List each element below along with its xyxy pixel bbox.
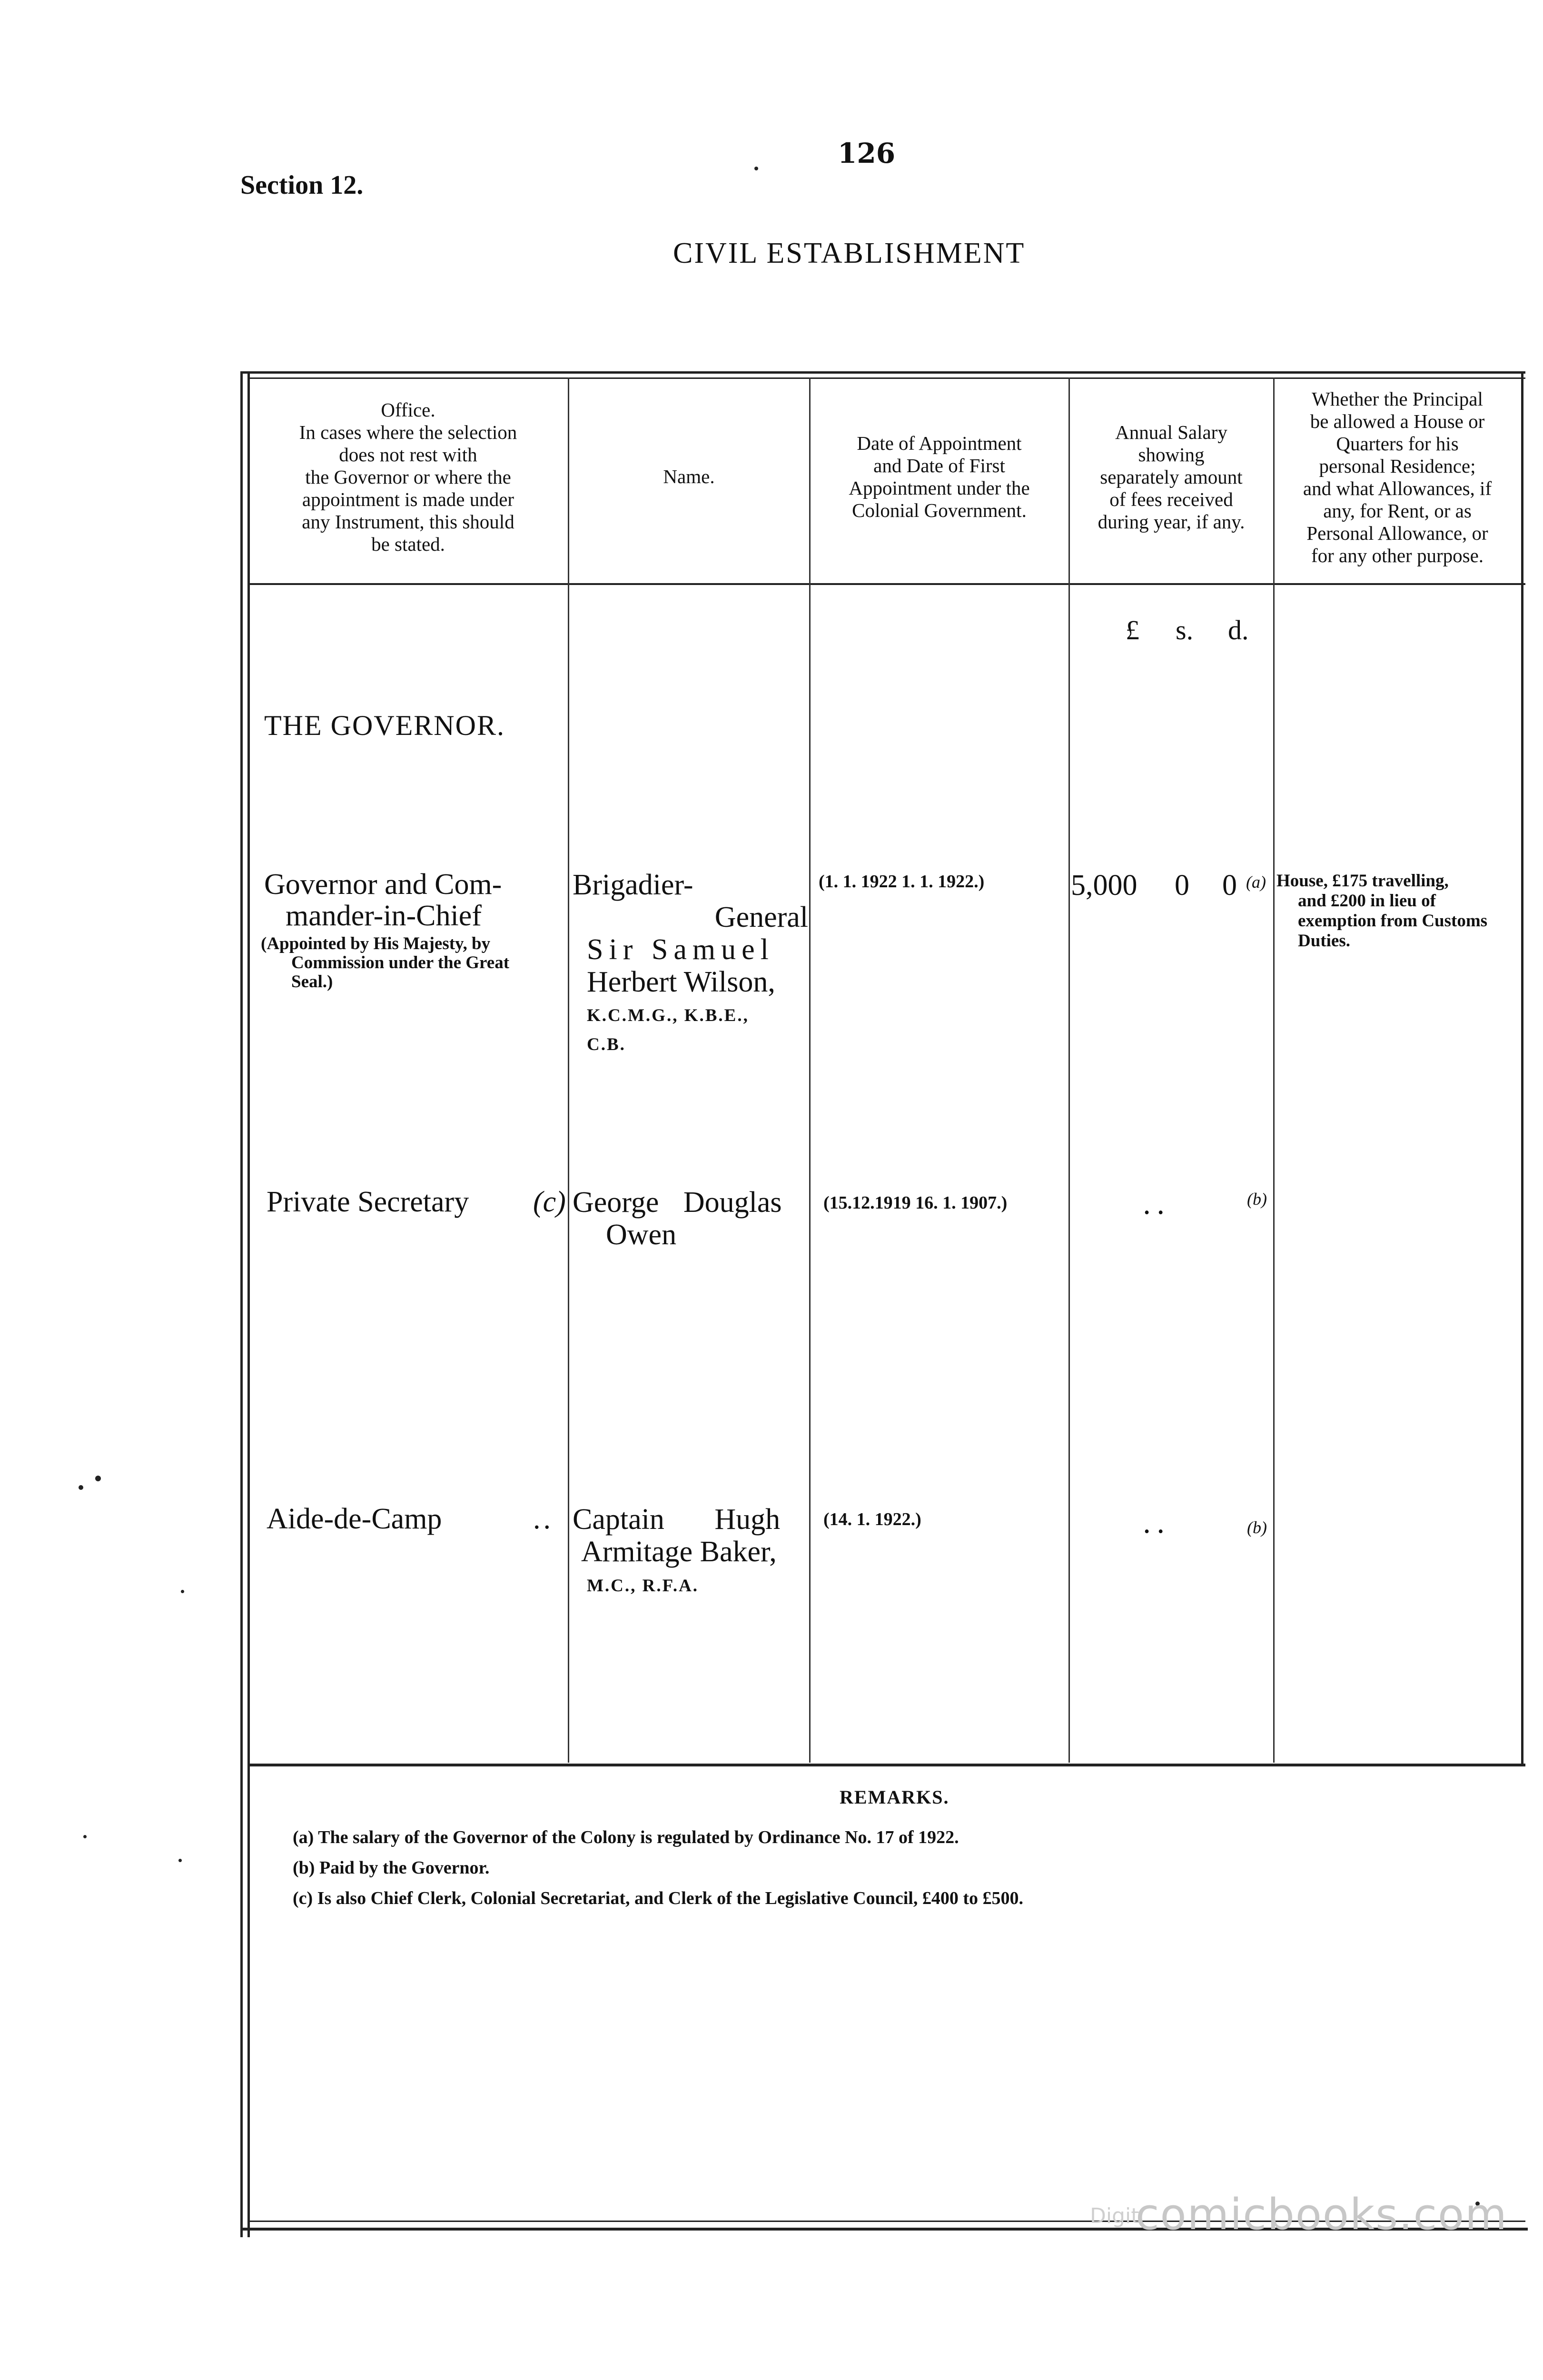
table-border-right xyxy=(1521,371,1523,1764)
watermark-logo: comicbooks.com xyxy=(1136,2190,1508,2240)
remark-item: (a) The salary of the Governor of the Colony is regulated by Ordinance No. 17 of 1922. xyxy=(293,1827,959,1847)
header-salary: Annual Salary showing separately amount of fees received during year, if any. xyxy=(1098,421,1245,533)
table-border-left-outer xyxy=(240,371,243,2237)
salary-dots: .. xyxy=(1142,1188,1170,1221)
header-rule xyxy=(247,583,1525,585)
remark-item: (b) Paid by the Governor. xyxy=(293,1858,490,1878)
header-allowance: Whether the Principal be allowed a House or Quarters for his personal Residence; and what Allowances, if any, for Rent, or as Personal Allowance, or for any other purpose. xyxy=(1303,388,1492,566)
scan-speck xyxy=(754,167,758,170)
note-reference: (b) xyxy=(1247,1518,1267,1537)
scan-speck xyxy=(181,1590,184,1593)
salary-pence: 0 xyxy=(1222,869,1237,902)
remark-item: (c) Is also Chief Clerk, Colonial Secretariat, and Clerk of the Legislative Council, £400 to £500. xyxy=(293,1888,1023,1908)
holder-name: Captain Hugh Armitage Baker, xyxy=(573,1503,781,1568)
page-number: 126 xyxy=(838,137,896,169)
currency-shillings: s. xyxy=(1176,615,1194,645)
note-reference: (b) xyxy=(1247,1190,1267,1209)
office-title: Governor and Com- mander-in-Chief xyxy=(264,868,502,932)
office-title: Aide-de-Camp xyxy=(267,1503,442,1535)
holder-honours: K.C.M.G., K.B.E., C.B. xyxy=(587,1006,749,1054)
section-label: Section 12. xyxy=(240,170,364,200)
page-title: CIVIL ESTABLISHMENT xyxy=(673,237,1026,269)
currency-pence: d. xyxy=(1228,615,1249,645)
column-rule-4 xyxy=(1273,377,1275,1763)
office-note: (c) xyxy=(533,1186,566,1218)
appointment-dates: (14. 1. 1922.) xyxy=(823,1509,921,1529)
watermark-prefix: Digit xyxy=(1090,2204,1139,2228)
scan-speck xyxy=(79,1485,83,1490)
header-name: Name. xyxy=(663,466,715,487)
salary-shillings: 0 xyxy=(1175,869,1189,902)
column-rule-2 xyxy=(809,377,811,1763)
remarks-rule xyxy=(247,1764,1525,1766)
salary-pounds: 5,000 xyxy=(1071,869,1137,902)
header-office: Office. In cases where the selection does not rest with the Governor or where the appointment is made under any Instrument, this should be stated. xyxy=(299,399,517,555)
table-border-top-inner xyxy=(247,377,1525,379)
table-border-left-inner xyxy=(247,371,250,2237)
remarks-heading: REMARKS. xyxy=(840,1786,950,1808)
office-title: Private Secretary xyxy=(267,1186,469,1218)
column-rule-1 xyxy=(568,377,569,1763)
office-dots: .. xyxy=(533,1503,554,1535)
currency-pounds: £ xyxy=(1126,615,1139,645)
office-note: (Appointed by His Majesty, by Commission under the Great Seal.) xyxy=(261,934,510,992)
salary-dots: .. xyxy=(1142,1507,1170,1540)
holder-honours: M.C., R.F.A. xyxy=(587,1576,699,1596)
note-reference: (a) xyxy=(1246,873,1266,892)
table-border-top xyxy=(240,371,1525,374)
scan-speck xyxy=(178,1859,182,1862)
appointment-dates: (1. 1. 1922 1. 1. 1922.) xyxy=(819,872,985,892)
column-rule-3 xyxy=(1068,377,1070,1763)
header-date: Date of Appointment and Date of First Appointment under the Colonial Government. xyxy=(849,432,1030,521)
scan-speck xyxy=(83,1835,87,1838)
holder-name: Brigadier- General Sir Samuel Herbert Wilson, xyxy=(573,869,808,998)
group-heading: THE GOVERNOR. xyxy=(264,710,505,741)
appointment-dates: (15.12.1919 16. 1. 1907.) xyxy=(823,1193,1008,1213)
holder-name: George Douglas Owen xyxy=(573,1186,782,1251)
allowance-text: House, £175 travelling, and £200 in lieu of exemption from Customs Duties. xyxy=(1276,871,1488,951)
scan-speck xyxy=(95,1476,101,1481)
